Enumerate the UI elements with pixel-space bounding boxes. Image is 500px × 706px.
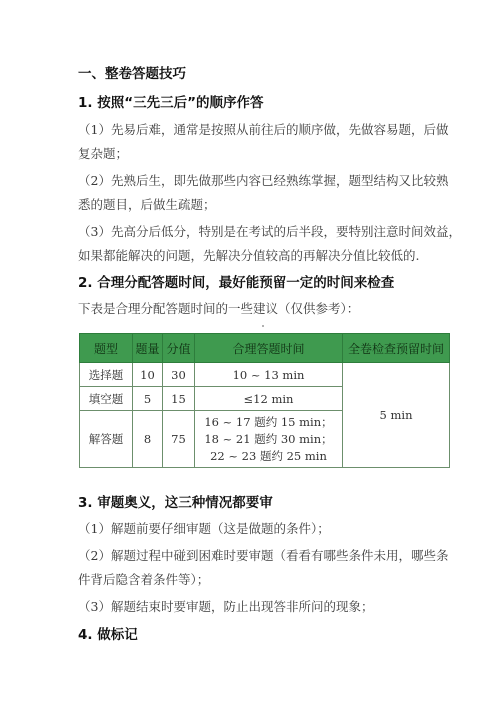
time-line: 16 ~ 17 题约 15 min； bbox=[204, 414, 333, 429]
dot-mark bbox=[262, 325, 264, 327]
item1-p2-line1: （2）先熟后生，即先做那些内容已经熟练掌握，题型结构又比较熟 bbox=[78, 173, 449, 188]
item3-p1: （1）解题前要仔细审题（这是做题的条件）； bbox=[78, 521, 330, 536]
cell-time-multiline bbox=[195, 411, 343, 468]
cell-time: 10 ~ 13 min bbox=[195, 363, 343, 387]
item3-title: 3. 审题奥义，这三种情况都要审 bbox=[78, 495, 273, 511]
item1-p3-line1: （3）先高分后低分，特别是在考试的后半段，要特别注意时间效益， bbox=[78, 224, 461, 239]
header-type: 题型 bbox=[80, 334, 133, 363]
item4-title: 4. 做标记 bbox=[78, 627, 138, 643]
header-time: 合理答题时间 bbox=[195, 334, 343, 363]
cell-type: 填空题 bbox=[80, 387, 133, 411]
time-allocation-table bbox=[79, 333, 450, 468]
item1-p1-line2: 复杂题； bbox=[78, 146, 129, 161]
item1-p1-line1: （1）先易后难，通常是按照从前往后的顺序做，先做容易题，后做 bbox=[78, 122, 449, 137]
item3-p3: （3）解题结束时要审题，防止出现答非所问的现象； bbox=[78, 599, 374, 614]
cell-score: 15 bbox=[163, 387, 195, 411]
item1-p2-line2: 悉的题目，后做生疏题； bbox=[78, 197, 216, 212]
cell-count: 5 bbox=[133, 387, 163, 411]
header-score: 分值 bbox=[163, 334, 195, 363]
cell-time: ≤12 min bbox=[195, 387, 343, 411]
cell-score: 30 bbox=[163, 363, 195, 387]
cell-check-time: 5 min bbox=[343, 363, 450, 468]
section-title: 一、整卷答题技巧 bbox=[78, 66, 186, 82]
cell-count: 10 bbox=[133, 363, 163, 387]
item3-p2-line2: 件背后隐含着条件等）； bbox=[78, 572, 210, 587]
time-line: 18 ~ 21 题约 30 min； bbox=[204, 431, 333, 446]
item1-p3-line2: 如果都能解决的问题，先解决分值较高的再解决分值比较低的. bbox=[78, 248, 420, 263]
header-count: 题量 bbox=[133, 334, 163, 363]
cell-score: 75 bbox=[163, 411, 195, 468]
header-check-time: 全卷检查预留时间 bbox=[343, 334, 450, 363]
cell-type: 解答题 bbox=[80, 411, 133, 468]
item3-p2-line1: （2）解题过程中碰到困难时要审题（看看有哪些条件未用，哪些条 bbox=[78, 548, 449, 563]
item1-title: 1. 按照“三先三后”的顺序作答 bbox=[78, 95, 264, 111]
time-line: 22 ~ 23 题约 25 min bbox=[210, 448, 327, 463]
table-header-row bbox=[80, 334, 450, 363]
table-row bbox=[80, 363, 450, 387]
item2-title: 2. 合理分配答题时间，最好能预留一定的时间来检查 bbox=[78, 275, 395, 291]
item2-intro: 下表是合理分配答题时间的一些建议（仅供参考）： bbox=[78, 301, 360, 316]
cell-type: 选择题 bbox=[80, 363, 133, 387]
cell-count: 8 bbox=[133, 411, 163, 468]
